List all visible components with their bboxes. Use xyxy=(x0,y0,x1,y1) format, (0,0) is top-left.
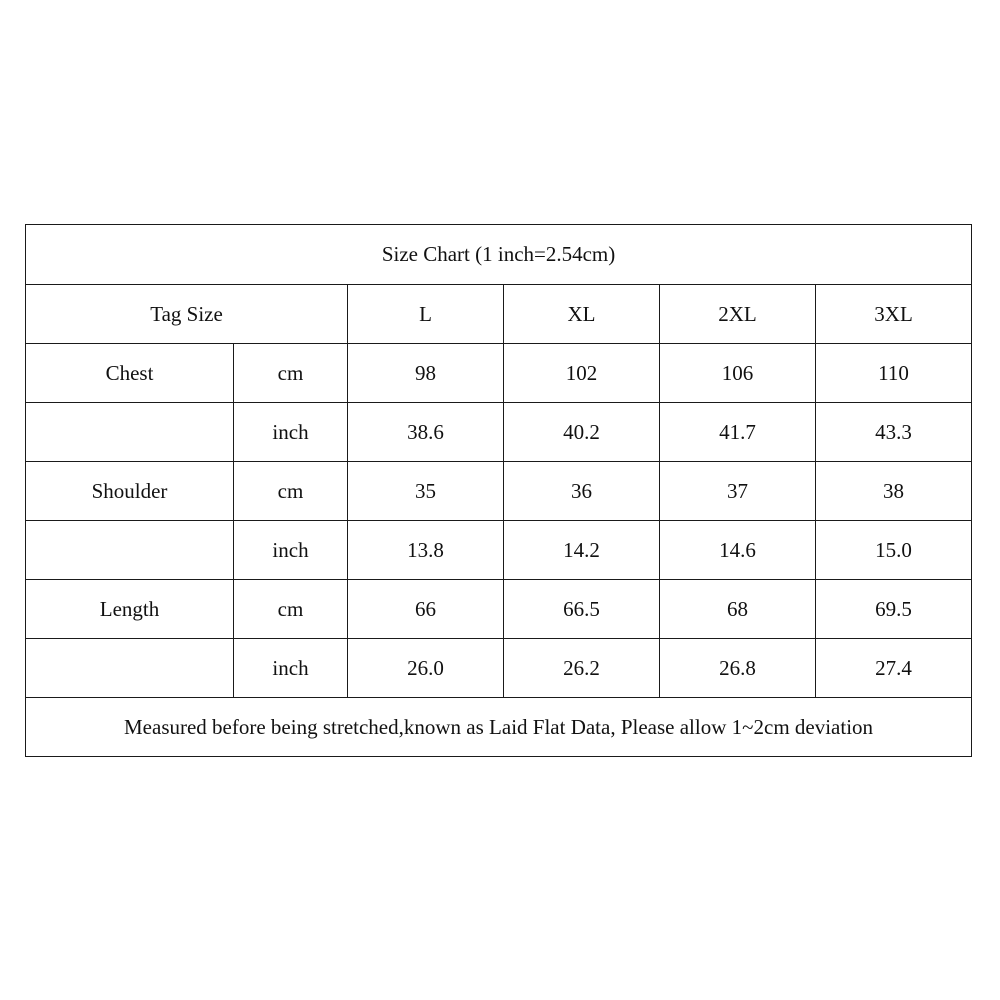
table-cell: 40.2 xyxy=(504,403,660,462)
table-cell: 15.0 xyxy=(816,521,972,580)
table-cell: 66.5 xyxy=(504,580,660,639)
table-cell: 26.0 xyxy=(348,639,504,698)
shoulder-inch-row xyxy=(26,521,972,580)
shoulder-cm-unit: cm xyxy=(234,462,348,521)
table-cell: 35 xyxy=(348,462,504,521)
table-cell: 14.6 xyxy=(660,521,816,580)
size-header-2xl: 2XL xyxy=(660,285,816,344)
chest-cm-unit: cm xyxy=(234,344,348,403)
table-cell: 66 xyxy=(348,580,504,639)
chest-cm-row xyxy=(26,344,972,403)
table-cell: 98 xyxy=(348,344,504,403)
table-cell: 14.2 xyxy=(504,521,660,580)
table-cell: 110 xyxy=(816,344,972,403)
chest-inch-unit: inch xyxy=(234,403,348,462)
length-label: Length xyxy=(26,580,234,639)
empty-label-cell xyxy=(26,403,234,462)
table-cell: 68 xyxy=(660,580,816,639)
title-row xyxy=(26,225,972,285)
size-chart-table xyxy=(25,224,972,757)
chest-inch-row xyxy=(26,403,972,462)
table-cell: 38.6 xyxy=(348,403,504,462)
shoulder-inch-unit: inch xyxy=(234,521,348,580)
table-cell: 36 xyxy=(504,462,660,521)
tag-size-label: Tag Size xyxy=(26,285,348,344)
chest-label: Chest xyxy=(26,344,234,403)
table-cell: 69.5 xyxy=(816,580,972,639)
length-cm-unit: cm xyxy=(234,580,348,639)
size-header-3xl: 3XL xyxy=(816,285,972,344)
note-row xyxy=(26,698,972,757)
empty-label-cell xyxy=(26,521,234,580)
length-inch-row xyxy=(26,639,972,698)
table-cell: 38 xyxy=(816,462,972,521)
measurement-note: Measured before being stretched,known as Laid Flat Data, Please allow 1~2cm deviation xyxy=(26,698,972,757)
shoulder-cm-row xyxy=(26,462,972,521)
table-title: Size Chart (1 inch=2.54cm) xyxy=(26,225,972,285)
table-cell: 13.8 xyxy=(348,521,504,580)
table-cell: 106 xyxy=(660,344,816,403)
table-cell: 41.7 xyxy=(660,403,816,462)
table-cell: 26.8 xyxy=(660,639,816,698)
empty-label-cell xyxy=(26,639,234,698)
size-header-xl: XL xyxy=(504,285,660,344)
table-cell: 43.3 xyxy=(816,403,972,462)
shoulder-label: Shoulder xyxy=(26,462,234,521)
table-cell: 27.4 xyxy=(816,639,972,698)
table-cell: 26.2 xyxy=(504,639,660,698)
table-cell: 102 xyxy=(504,344,660,403)
size-header-l: L xyxy=(348,285,504,344)
table-cell: 37 xyxy=(660,462,816,521)
header-row xyxy=(26,285,972,344)
length-inch-unit: inch xyxy=(234,639,348,698)
length-cm-row xyxy=(26,580,972,639)
